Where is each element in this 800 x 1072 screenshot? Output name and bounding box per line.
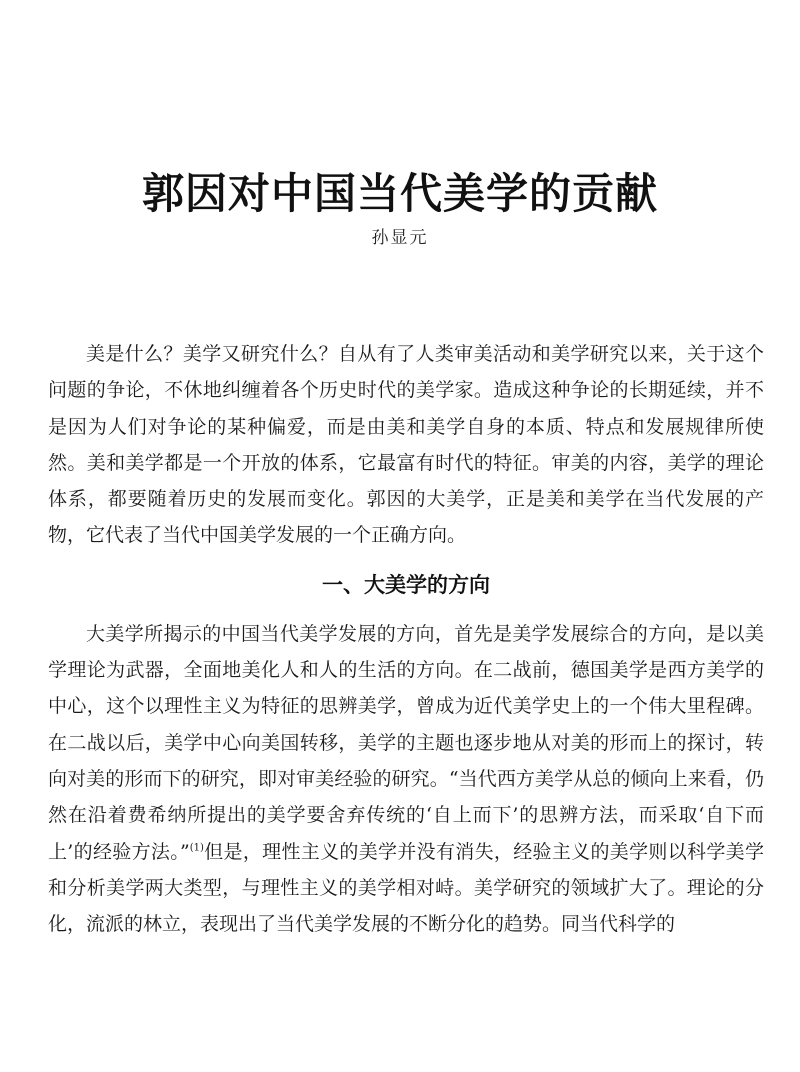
article-author: 孙显元 — [371, 228, 429, 248]
intro-paragraph: 美是什么？美学又研究什么？自从有了人类审美活动和美学研究以来，关于这个问题的争论，不休地纠缠着各个历史时代的美学家。造成这种争论的长期延续，并不是因为人们对争论的某种偏爱，而是由美和美学自身的本质、特点和发展规律所使然。美和美学都是一个开放的体系，它最富有时代的特征。审美的内容，美学的理论体系，都要随着历史的发展而变化。郭因的大美学，正是美和美学在当代发展的产物，它代表了当代中国美学发展的一个正确方向。 — [48, 343, 764, 547]
section-heading: 一、大美学的方向 — [322, 572, 490, 597]
article-title: 郭因对中国当代美学的贡献 — [141, 169, 658, 219]
section1-text-part2: 但是，理性主义的美学并没有消失，经验主义的美学则以科学美学和分析美学两大类型，与理性主义的美学相对峙。美学研究的领域扩大了。理论的分化，流派的林立，表现出了当代美学发展的不断分化的趋势。同当代科学的 — [48, 840, 764, 936]
article-body — [48, 336, 764, 942]
section1-paragraph — [48, 616, 764, 943]
footnote-reference[interactable]: (1) — [189, 842, 204, 854]
section1-text-part1: 大美学所揭示的中国当代美学发展的方向，首先是美学发展综合的方向，是以美学理论为武器，全面地美化人和人的生活的方向。在二战前，德国美学是西方美学的中心，这个以理性主义为特征的思辨美学，曾成为近代美学史上的一个伟大里程碑。在二战以后，美学中心向美国转移，美学的主题也逐步地从对美的形而上的探讨，转向对美的形而下的研究，即对审美经验的研究。“当代西方美学从总的倾向上来看，仍然在沿着费希纳所提出的美学要舍弃传统的‘自上而下’的思辨方法，而采取‘自下而上’的经验方法。” — [48, 622, 764, 863]
